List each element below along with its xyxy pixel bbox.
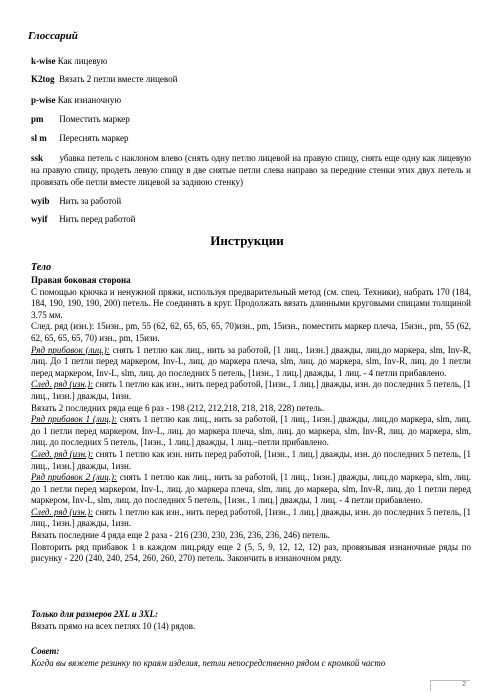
subsection-title: Правая боковая сторона	[31, 275, 131, 285]
paragraph	[31, 507, 471, 530]
sizes-title: Только для размеров 2XL и 3XL:	[31, 609, 159, 619]
glossary-term: sl m	[31, 133, 47, 143]
glossary-def: Вязать 2 петли вместе лицевой	[59, 74, 178, 84]
row-label: След. ряд (изн.):	[31, 379, 94, 390]
glossary-def: Переснять маркер	[59, 133, 129, 143]
glossary-term: k-wise	[31, 56, 56, 66]
glossary-item	[31, 95, 471, 107]
row-label: Ряд прибавок (лиц.):	[31, 344, 110, 355]
sizes-text: Вязать прямо на всех петлях 10 (14) рядов.	[31, 621, 196, 631]
tip-text: Когда вы вяжете резинку по краям изделия, петли непосредственно рядом с кромкой часто	[31, 658, 386, 668]
page-number: 2	[430, 680, 470, 691]
paragraph: Вязать 2 последних ряда еще 6 раз - 198 (212, 212,218, 218, 218, 228) петель.	[31, 402, 325, 413]
paragraph	[31, 345, 471, 380]
glossary-item	[31, 152, 471, 188]
row-label: Ряд прибавок 2 (лиц.):	[31, 472, 118, 483]
glossary-term: K2tog	[31, 74, 55, 84]
instructions-title: Инструкции	[210, 233, 284, 248]
glossary-term: pm	[31, 114, 44, 124]
row-text: снять 1 петлю как изн., нить перед работой, [1изн., 1 лиц.] дважды, изн. до последних 5 петель, [1 лиц., 1изн.] дважды, 1изн.	[31, 506, 472, 529]
glossary-item	[31, 114, 471, 126]
glossary-def: Нить перед работой	[59, 214, 136, 224]
tip-title: Совет:	[31, 646, 60, 656]
glossary-title: Глоссарий	[28, 30, 78, 42]
row-label: След. ряд (изн.):	[31, 506, 94, 517]
row-text: снять 1 петлю как лиц., нить за работой, [1 лиц., 1изн.] дважды, лиц.до маркера, slm, лиц. до 1 петли перед маркером, Inv-L, лиц. до маркера плеча, slm, лиц. до маркера, slm, Inv-R, лиц. до маркера, slm, лиц. до последних 5 петель, [1изн., 1 лиц.] дважды, 1 лиц.–петли прибавлено.	[31, 414, 471, 448]
glossary-item	[31, 214, 471, 226]
row-label: Ряд прибавок 1 (лиц.):	[31, 414, 118, 425]
paragraph: След. ряд (изн.): 15изн., pm, 55 (62, 62, 65, 65, 65, 70)изн., pm, 15изн., поместить маркер плеча, 15изн., pm, 55 (62, 62, 65, 65, 65, 70) изн., pm, 15изн.	[31, 321, 471, 343]
glossary-term: ssk	[31, 153, 44, 163]
paragraph	[31, 449, 471, 472]
paragraph	[31, 414, 471, 449]
glossary-item	[31, 196, 471, 208]
glossary-item	[31, 74, 471, 86]
paragraph: Вязать последние 4 ряда еще 2 раза - 216 (230, 230, 236, 236, 236, 246) петель.	[31, 530, 330, 541]
paragraph	[31, 379, 471, 402]
row-text: снять 1 петлю как изн., нить перед работой, [1изн., 1 лиц.] дважды, изн. до последних 5 петель, [1 лиц., 1изн.] дважды, 1изн.	[31, 379, 472, 401]
section-title: Тело	[31, 262, 52, 273]
glossary-term: p-wise	[31, 95, 56, 105]
paragraph: Повторить ряд прибавок 1 в каждом лиц.ряду еще 2 (5, 5, 9, 12, 12, 12) раз, провязывая изнаночные ряды по рисунку - 220 (240, 240, 254, 260, 260, 270) петель. Закончить в изнаночном ряду.	[31, 541, 471, 564]
paragraph: С помощью крючка и ненужной пряжи, используя предварительный метод (см. спец. Техники), набрать 170 (184, 184, 190, 190, 190, 200) петель. Не соединять в круг. Продолжать вязать длинными круговыми спицами толщиной 3.75 мм.	[31, 286, 471, 320]
glossary-def: Как лицевую	[57, 56, 108, 66]
glossary-def: Поместить маркер	[59, 114, 130, 124]
glossary-def: Нить за работой	[59, 196, 122, 206]
glossary-def: убавка петель с наклоном влево (снять одну петлю лицевой на правую спицу, снять еще одну как лицевую на правую спицу, продеть левую спицу в две снятые петли слева направо за передние стенки этих двух петель и провязать обе петли вместе лицевой за заднюю стенку)	[31, 153, 472, 187]
paragraph	[31, 472, 471, 507]
row-text: снять 1 петлю как изн. нить перед работой, [1изн., 1 лиц.] дважды, изн. до последних 5 петель, [1 лиц., 1изн.] дважды, 1изн.	[31, 448, 471, 471]
instructions-body	[31, 275, 471, 565]
row-label: След. ряд (изн.):	[31, 448, 94, 459]
glossary-def: Как изнаночную	[57, 95, 122, 105]
glossary-item	[31, 56, 471, 68]
row-text: снять 1 петлю как лиц., нить за работой, [1 лиц., 1изн.] дважды, лиц.до маркера, slm, лиц. до 1 петли перед маркером, Inv-L, лиц. до маркера плеча, slm, лиц. до маркера, slm, Inv-R, лиц. до 1 петли перед маркером, Inv-L, slm, лиц. до последних 5 петель, [1изн., 1 лиц.] дважды, 1 лиц. - 4 петли прибавлено.	[31, 472, 471, 506]
glossary-term: wyib	[31, 196, 50, 206]
glossary-item	[31, 133, 471, 145]
glossary-term: wyif	[31, 214, 48, 224]
row-text: снять 1 петлю как лиц., нить за работой, [1 лиц., 1изн.] дважды, лиц.до маркера, slm, Inv-R, лиц. До 1 петли перед маркером, Inv-L, лиц. до маркера плеча, slm, лиц. до маркера, slm, Inv-R, лиц. до 1 петли перед маркером, Inv-L, slm, лиц. до последних 5 петель, [1изн., 1 лиц.] дважды, 1 лиц. - 4 петли прибавлено.	[31, 344, 471, 378]
